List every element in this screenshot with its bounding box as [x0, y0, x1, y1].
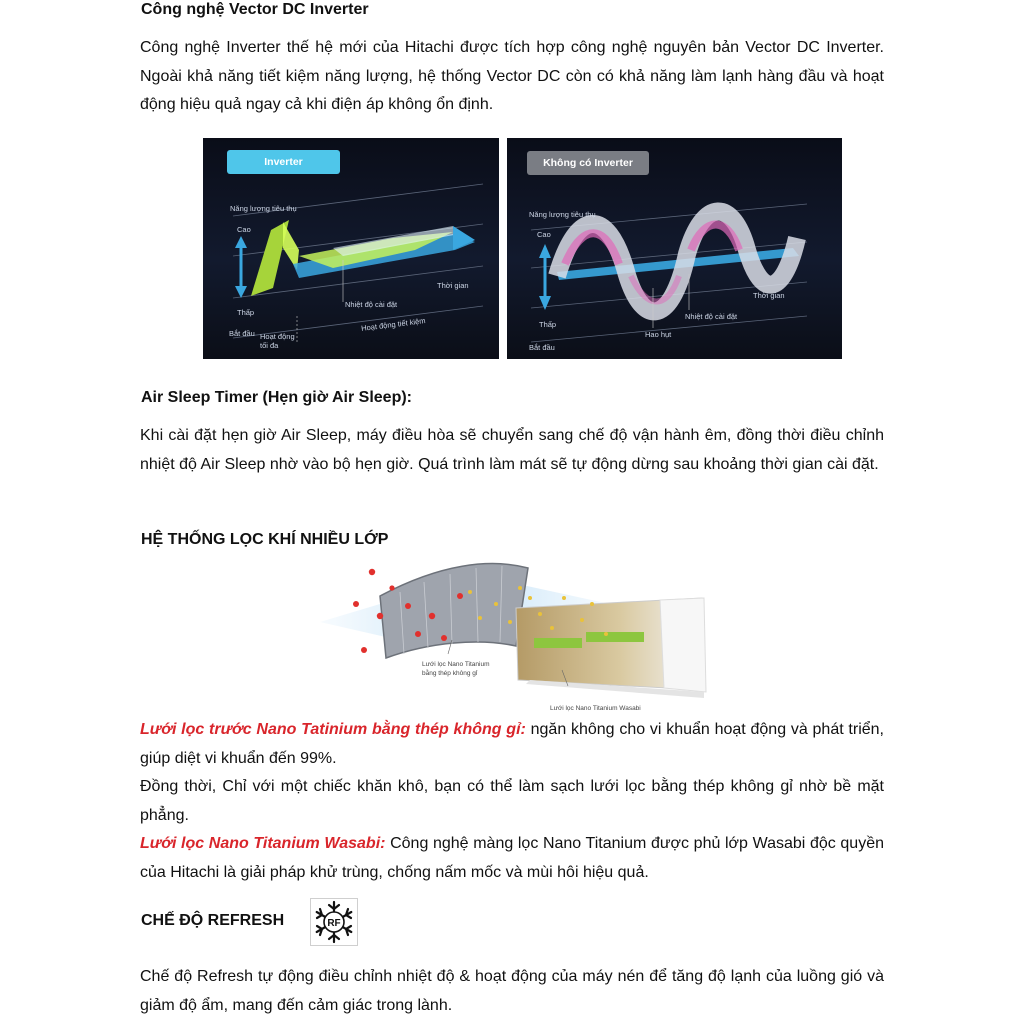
non-inverter-waste-label: Hao hụt	[645, 330, 672, 339]
filter-label-1-line2: bằng thép không gỉ	[422, 670, 478, 677]
snowflake-icon	[311, 899, 357, 945]
air-sleep-title: Air Sleep Timer (Hẹn giờ Air Sleep):	[141, 389, 412, 406]
inverter-y-label: Năng lượng tiêu thụ	[230, 204, 297, 213]
non-inverter-start-label: Bắt đầu	[529, 343, 555, 352]
non-inverter-low-label: Thấp	[539, 320, 557, 329]
non-inverter-tag: Không có Inverter	[527, 151, 649, 175]
refresh-icon-text: RF	[327, 918, 341, 929]
filter-item-3	[140, 830, 884, 887]
non-inverter-setpoint-label: Nhiệt độ cài đặt	[685, 312, 738, 321]
non-inverter-time-label: Thời gian	[753, 291, 785, 300]
inverter-setpoint-label: Nhiệt độ cài đặt	[345, 300, 398, 309]
filter-item-2: Đồng thời, Chỉ với một chiếc khăn khô, bạn có thể làm sạch lưới lọc bằng thép không gỉ nhờ bề mặt phẳng.	[140, 778, 884, 824]
inverter-saving-op-label: Hoạt động tiết kiệm	[360, 316, 426, 333]
inverter-time-label: Thời gian	[437, 281, 469, 290]
refresh-title: CHẾ ĐỘ REFRESH	[141, 912, 285, 929]
air-sleep-paragraph: Khi cài đặt hẹn giờ Air Sleep, máy điều hòa sẽ chuyển sang chế độ vận hành êm, đồng thời điều chỉnh nhiệt độ Air Sleep nhờ vào bộ hẹn giờ. Quá trình làm mát sẽ tự động dừng sau khoảng thời gian cài đặt.	[140, 427, 884, 473]
refresh-icon	[310, 898, 358, 946]
filter-item-1-body: ngăn không cho vi khuẩn hoạt động và phát triển, giúp diệt vi khuẩn đến 99%.	[140, 721, 885, 767]
non-inverter-high-label: Cao	[537, 230, 551, 239]
inverter-low-label: Thấp	[237, 308, 255, 317]
filter-item-1-title: Lưới lọc trước Nano Tatinium bằng thép không gỉ:	[140, 721, 526, 738]
inverter-max-op-label: Hoạt động tối đa	[260, 332, 295, 350]
filter-item-3-body: Công nghệ màng lọc Nano Titanium được phủ lớp Wasabi độc quyền của Hitachi là giải pháp khử trùng, chống nấm mốc và mùi hôi hiệu quả.	[140, 835, 884, 881]
filter-label-2: Lưới lọc Nano Titanium Wasabi	[550, 705, 641, 712]
vector-paragraph: Công nghệ Inverter thế hệ mới của Hitachi được tích hợp công nghệ nguyên bản Vector DC Inverter. Ngoài khả năng tiết kiệm năng lượng, hệ thống Vector DC còn có khả năng làm lạnh hàng đầu và hoạt động hiệu quả ngay cả khi điện áp không ổn định.	[140, 39, 884, 113]
non-inverter-diagram	[507, 138, 842, 359]
filter-item-1	[140, 716, 884, 773]
inverter-diagram	[203, 138, 499, 359]
refresh-paragraph: Chế độ Refresh tự động điều chỉnh nhiệt độ & hoạt động của máy nén để tăng độ lạnh của luồng gió và giảm độ ẩm, mang đến cảm giác trong lành.	[140, 968, 884, 1014]
inverter-high-label: Cao	[237, 225, 251, 234]
inverter-chart-graphic	[203, 138, 499, 359]
inverter-tag: Inverter	[227, 150, 340, 174]
vector-title: Công nghệ Vector DC Inverter	[141, 1, 369, 18]
non-inverter-y-label: Năng lượng tiêu thụ	[529, 210, 596, 219]
non-inverter-chart-graphic	[507, 138, 842, 359]
filter-label-1-line1: Lưới lọc Nano Titanium	[422, 661, 490, 668]
filter-illustration	[320, 558, 710, 716]
filter-item-3-title: Lưới lọc Nano Titanium Wasabi:	[140, 835, 386, 852]
filter-title: HỆ THỐNG LỌC KHÍ NHIỀU LỚP	[141, 531, 389, 548]
inverter-start-label: Bắt đầu	[229, 329, 255, 338]
